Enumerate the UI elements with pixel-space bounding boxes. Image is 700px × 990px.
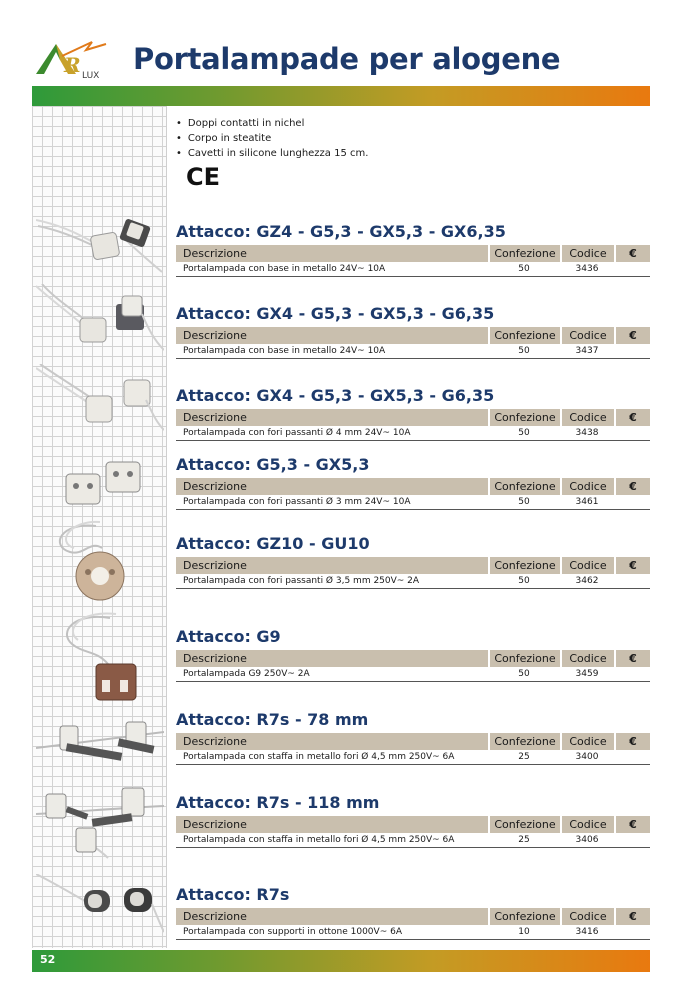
row-price <box>614 344 650 358</box>
header-code: Codice <box>560 409 614 426</box>
header-description: Descrizione <box>183 559 247 572</box>
row-description: Portalampada con fori passanti Ø 4 mm 24V~ 10A <box>183 428 411 438</box>
table-header <box>176 245 650 262</box>
row-code: 3438 <box>575 428 599 438</box>
lampholder-photo-g53 <box>36 448 164 518</box>
header-price: € <box>614 557 650 574</box>
row-description: Portalampada con base in metallo 24V~ 10A <box>183 346 386 356</box>
row-price <box>614 262 650 276</box>
product-section-g9 <box>176 627 650 682</box>
table-header <box>176 478 650 495</box>
table-header <box>176 650 650 667</box>
header-description: Descrizione <box>183 411 247 424</box>
row-code: 3459 <box>575 669 599 679</box>
table-row <box>176 750 650 765</box>
header-code: Codice <box>560 733 614 750</box>
header-description: Descrizione <box>183 910 247 923</box>
row-description: Portalampada con fori passanti Ø 3 mm 24V~ 10A <box>183 497 411 507</box>
product-section-r7s-118 <box>176 793 650 848</box>
header-code: Codice <box>560 650 614 667</box>
header-package: Confezione <box>488 327 560 344</box>
lampholder-photo-r7s-brass <box>36 874 164 938</box>
header-description: Descrizione <box>183 329 247 342</box>
table-header <box>176 557 650 574</box>
header-code: Codice <box>560 816 614 833</box>
footer-gradient-bar <box>32 950 650 972</box>
section-title: Attacco: GX4 - G5,3 - GX5,3 - G6,35 <box>176 386 495 405</box>
ce-mark-icon <box>186 163 222 189</box>
row-price <box>614 667 650 681</box>
product-section-r7s-78 <box>176 710 650 765</box>
row-price <box>614 574 650 588</box>
section-title: Attacco: R7s <box>176 885 290 904</box>
section-title: Attacco: GX4 - G5,3 - GX5,3 - G6,35 <box>176 304 495 323</box>
header-code: Codice <box>560 908 614 925</box>
lampholder-photo-gu10 <box>40 518 162 604</box>
row-code: 3437 <box>575 346 599 356</box>
header-gradient-bar <box>32 86 650 106</box>
header-package: Confezione <box>488 409 560 426</box>
product-section-gx4-holes <box>176 386 650 441</box>
row-description: Portalampada con supporti in ottone 1000V~ 6A <box>183 927 402 937</box>
header-description: Descrizione <box>183 480 247 493</box>
header-price: € <box>614 327 650 344</box>
row-description: Portalampada con staffa in metallo fori Ø 4,5 mm 250V~ 6A <box>183 752 455 762</box>
row-description: Portalampada G9 250V~ 2A <box>183 669 310 679</box>
table-row <box>176 574 650 589</box>
header-package: Confezione <box>488 478 560 495</box>
header-price: € <box>614 816 650 833</box>
lampholder-photo-gz4 <box>36 210 164 280</box>
row-package: 50 <box>518 497 530 507</box>
section-title: Attacco: GZ4 - G5,3 - GX5,3 - GX6,35 <box>176 222 506 241</box>
table-header <box>176 908 650 925</box>
section-title: Attacco: R7s - 78 mm <box>176 710 369 729</box>
header-description: Descrizione <box>183 247 247 260</box>
header-package: Confezione <box>488 908 560 925</box>
product-section-gu10 <box>176 534 650 589</box>
section-title: Attacco: G5,3 - GX5,3 <box>176 455 370 474</box>
table-row <box>176 667 650 682</box>
row-price <box>614 426 650 440</box>
row-package: 50 <box>518 346 530 356</box>
row-package: 25 <box>518 752 530 762</box>
header-package: Confezione <box>488 650 560 667</box>
header-code: Codice <box>560 327 614 344</box>
row-package: 10 <box>518 927 530 937</box>
product-section-g53 <box>176 455 650 510</box>
product-section-r7s-brass <box>176 885 650 940</box>
row-price <box>614 495 650 509</box>
header-price: € <box>614 733 650 750</box>
header-code: Codice <box>560 245 614 262</box>
product-section-gz4 <box>176 222 650 277</box>
product-section-gx4-metal <box>176 304 650 359</box>
header-description: Descrizione <box>183 735 247 748</box>
header-package: Confezione <box>488 557 560 574</box>
header-package: Confezione <box>488 245 560 262</box>
section-title: Attacco: R7s - 118 mm <box>176 793 380 812</box>
header-price: € <box>614 908 650 925</box>
header-code: Codice <box>560 557 614 574</box>
header-price: € <box>614 409 650 426</box>
lampholder-photo-g9 <box>50 612 162 710</box>
table-row <box>176 426 650 441</box>
feature-item: • Corpo in steatite <box>176 131 368 146</box>
ak-lux-logo <box>32 38 120 82</box>
section-title: Attacco: G9 <box>176 627 281 646</box>
row-description: Portalampada con staffa in metallo fori Ø 4,5 mm 250V~ 6A <box>183 835 455 845</box>
header-code: Codice <box>560 478 614 495</box>
row-price <box>614 925 650 939</box>
svg-text:R: R <box>64 53 81 77</box>
row-code: 3462 <box>575 576 599 586</box>
header-price: € <box>614 650 650 667</box>
header-price: € <box>614 478 650 495</box>
feature-item: • Doppi contatti in nichel <box>176 116 368 131</box>
row-package: 50 <box>518 669 530 679</box>
table-row <box>176 833 650 848</box>
row-code: 3416 <box>575 927 599 937</box>
table-row <box>176 262 650 277</box>
header-price: € <box>614 245 650 262</box>
row-code: 3461 <box>575 497 599 507</box>
table-header <box>176 816 650 833</box>
table-row <box>176 344 650 359</box>
row-description: Portalampada con fori passanti Ø 3,5 mm 250V~ 2A <box>183 576 420 586</box>
feature-list <box>176 116 368 161</box>
row-price <box>614 833 650 847</box>
row-package: 25 <box>518 835 530 845</box>
row-package: 50 <box>518 428 530 438</box>
header-description: Descrizione <box>183 818 247 831</box>
row-package: 50 <box>518 576 530 586</box>
lampholder-photo-r7s-78 <box>36 712 164 776</box>
row-code: 3406 <box>575 835 599 845</box>
row-package: 50 <box>518 264 530 274</box>
row-code: 3400 <box>575 752 599 762</box>
header-package: Confezione <box>488 816 560 833</box>
section-title: Attacco: GZ10 - GU10 <box>176 534 370 553</box>
feature-item: • Cavetti in silicone lunghezza 15 cm. <box>176 146 368 161</box>
logo-lux-text: LUX <box>82 71 100 81</box>
table-header <box>176 733 650 750</box>
page-title: Portalampade per alogene <box>133 42 561 76</box>
row-price <box>614 750 650 764</box>
table-header <box>176 327 650 344</box>
lampholder-photo-gx4-metal <box>36 284 164 354</box>
table-row <box>176 925 650 940</box>
lampholder-photo-gx4-holes <box>36 364 164 434</box>
table-header <box>176 409 650 426</box>
table-row <box>176 495 650 510</box>
lampholder-photo-r7s-118 <box>36 784 164 860</box>
svg-text:CE: CE <box>186 163 221 189</box>
page-number: 52 <box>40 953 56 966</box>
header-package: Confezione <box>488 733 560 750</box>
row-description: Portalampada con base in metallo 24V~ 10A <box>183 264 386 274</box>
row-code: 3436 <box>575 264 599 274</box>
header-description: Descrizione <box>183 652 247 665</box>
